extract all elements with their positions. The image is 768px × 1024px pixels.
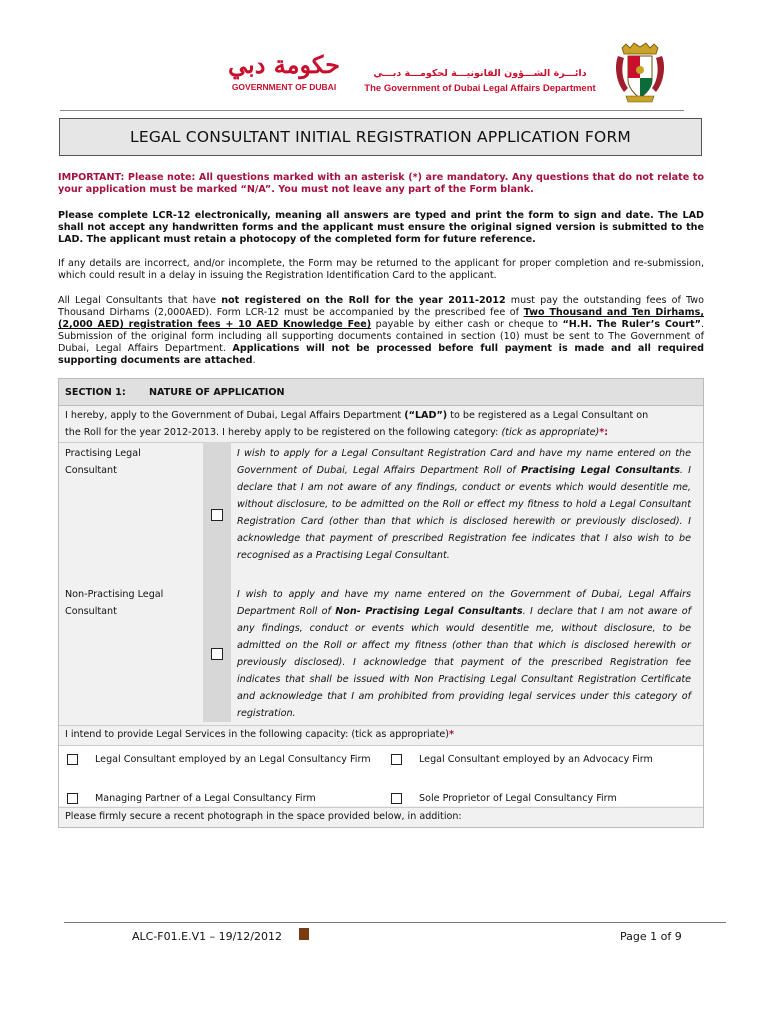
description-text: I wish to apply and have my name entered on the Government of Dubai, Legal Affairs Department Roll of — [237, 589, 691, 617]
section-1-nature-of-application — [58, 378, 704, 828]
fees-text: payable by either cash or cheque to — [371, 319, 563, 330]
application-statement-line-2 — [65, 422, 695, 444]
capacity-checkbox[interactable] — [67, 754, 78, 765]
department-name-arabic: دائـــرة الشـــؤون القانونيـــة لحكومـــة دبـــي — [373, 68, 587, 79]
required-asterisk: * — [449, 729, 455, 740]
capacity-checkbox[interactable] — [67, 793, 78, 804]
section-title: NATURE OF APPLICATION — [149, 387, 285, 398]
category-label-non-practising: Non-Practising Legal Consultant — [65, 589, 164, 617]
fees-text-bold: not registered on the Roll for the year 2011-2012 — [221, 295, 506, 306]
capacity-text: I intend to provide Legal Services in the following capacity: (tick as appropriate) — [65, 729, 450, 740]
tick-instruction: (tick as appropriate) — [501, 427, 600, 438]
category-description-non-practising — [237, 586, 691, 722]
electronic-completion-notice: Please complete LCR-12 electronically, meaning all answers are typed and print the form to sign and date. The LAD shall not accept any handwritten forms and the applicant must ensure the original signed version is submitted to the LAD. The applicant must retain a photocopy of the completed form for future reference. — [58, 210, 704, 245]
description-bold: Non- Practising Legal Consultants — [335, 606, 523, 617]
section-header — [59, 379, 703, 406]
fees-notice — [58, 295, 704, 367]
capacity-checkbox[interactable] — [391, 754, 402, 765]
capacity-checkbox[interactable] — [391, 793, 402, 804]
footer-divider — [64, 922, 726, 923]
department-name — [352, 68, 608, 94]
form-title: LEGAL CONSULTANT INITIAL REGISTRATION APPLICATION FORM — [59, 118, 702, 156]
incorrect-details-notice: If any details are incorrect, and/or incomplete, the Form may be returned to the applicant for proper completion and re-submission, which could result in a delay in issuing the Registration Identification Card to the applicant. — [58, 258, 704, 281]
required-asterisk: *: — [599, 427, 609, 438]
page-number: Page 1 of 9 — [620, 930, 682, 943]
description-text: . I declare that I am not aware of any findings, conduct or events which would desentitle me, without disclosure, to be admitted on the Roll or effect my fitness to hold a Legal Consultant Registration Card (other than that which is disclosed herewith or previously disclosed). I acknowledge that payment of prescribed Registration fee indicates that I also wish to be recognised as a Practising Legal Consultant. — [237, 465, 691, 561]
category-label-practising: Practising Legal Consultant — [65, 448, 141, 476]
category-checkbox-cell — [203, 586, 231, 722]
practising-legal-consultant-checkbox[interactable] — [211, 509, 223, 521]
category-description-practising — [237, 445, 691, 564]
capacity-options — [59, 746, 703, 806]
capacity-option-label: Managing Partner of a Legal Consultancy Firm — [95, 793, 316, 804]
description-bold: Practising Legal Consultants — [521, 465, 680, 476]
category-checkbox-cell — [203, 442, 231, 586]
photograph-instruction: Please firmly secure a recent photograph in the space provided below, in addition: — [65, 811, 462, 822]
description-text: . I declare that I am not aware of any findings, conduct or events which would desentitle me, without disclosure, to be admitted on the Roll or affect my fitness (other than that which is disclosed herewith or previously disclosed). I acknowledge that payment of the prescribed Registration fee indicates that shall be issued with Non Practising Legal Consultant Registration Certificate and acknowledge that I am prohibited from providing legal services under this category of registration. — [237, 606, 691, 719]
fees-text: . — [252, 355, 256, 366]
fees-text: . Submission of the original form including all supporting documents contained in section (10) must be sent to The Government of Dubai, Legal Affairs Department. — [58, 319, 705, 354]
footer-square-icon — [299, 928, 309, 940]
government-of-dubai-logo — [228, 50, 340, 92]
payment-warning: Applications will not be processed before full payment is made and all required supporting documents are attached — [58, 343, 705, 366]
gov-logo-english: GOVERNMENT OF DUBAI — [231, 82, 337, 92]
capacity-option-label: Legal Consultant employed by an Legal Consultancy Firm — [95, 754, 371, 765]
statement-text: to be registered as a Legal Consultant on — [447, 410, 649, 421]
lad-abbreviation: (“LAD”) — [404, 410, 448, 421]
fees-text: must pay the outstanding fees of Two Thousand Dirhams (2,000AED). Form LCR-12 must be accompanied by the prescribed fee of — [58, 295, 704, 318]
statement-text: the Roll for the year 2012-2013. I hereby apply to be registered on the following category: — [65, 427, 502, 438]
fees-amount: Two Thousand and Ten Dirhams, (2,000 AED) registration fees + 10 AED Knowledge Fee) — [58, 307, 705, 330]
page-header — [0, 0, 768, 112]
capacity-question — [65, 726, 695, 744]
payee-name: “H.H. The Ruler’s Court” — [562, 319, 701, 330]
dubai-crest-icon — [612, 42, 668, 104]
form-code: ALC-F01.E.V1 – 19/12/2012 — [132, 930, 282, 943]
department-name-english: The Government of Dubai Legal Affairs Department — [364, 83, 596, 94]
header-divider — [60, 110, 684, 111]
statement-text: I hereby, apply to the Government of Dubai, Legal Affairs Department — [65, 410, 405, 421]
capacity-option-label: Sole Proprietor of Legal Consultancy Firm — [419, 793, 617, 804]
gov-logo-arabic: حكومة دبي — [228, 50, 340, 79]
section-number: SECTION 1: — [65, 387, 126, 398]
description-text: I wish to apply for a Legal Consultant Registration Card and have my name entered on the Government of Dubai, Legal Affairs Department Roll of — [237, 448, 691, 476]
important-notice: IMPORTANT: Please note: All questions marked with an asterisk (*) are mandatory. Any questions that do not relate to your application must be marked “N/A”. You must not leave any part of the Form blank. — [58, 172, 704, 195]
capacity-option-label: Legal Consultant employed by an Advocacy Firm — [419, 754, 653, 765]
non-practising-legal-consultant-checkbox[interactable] — [211, 648, 223, 660]
fees-text: All Legal Consultants that have — [58, 295, 222, 306]
divider — [59, 442, 703, 443]
